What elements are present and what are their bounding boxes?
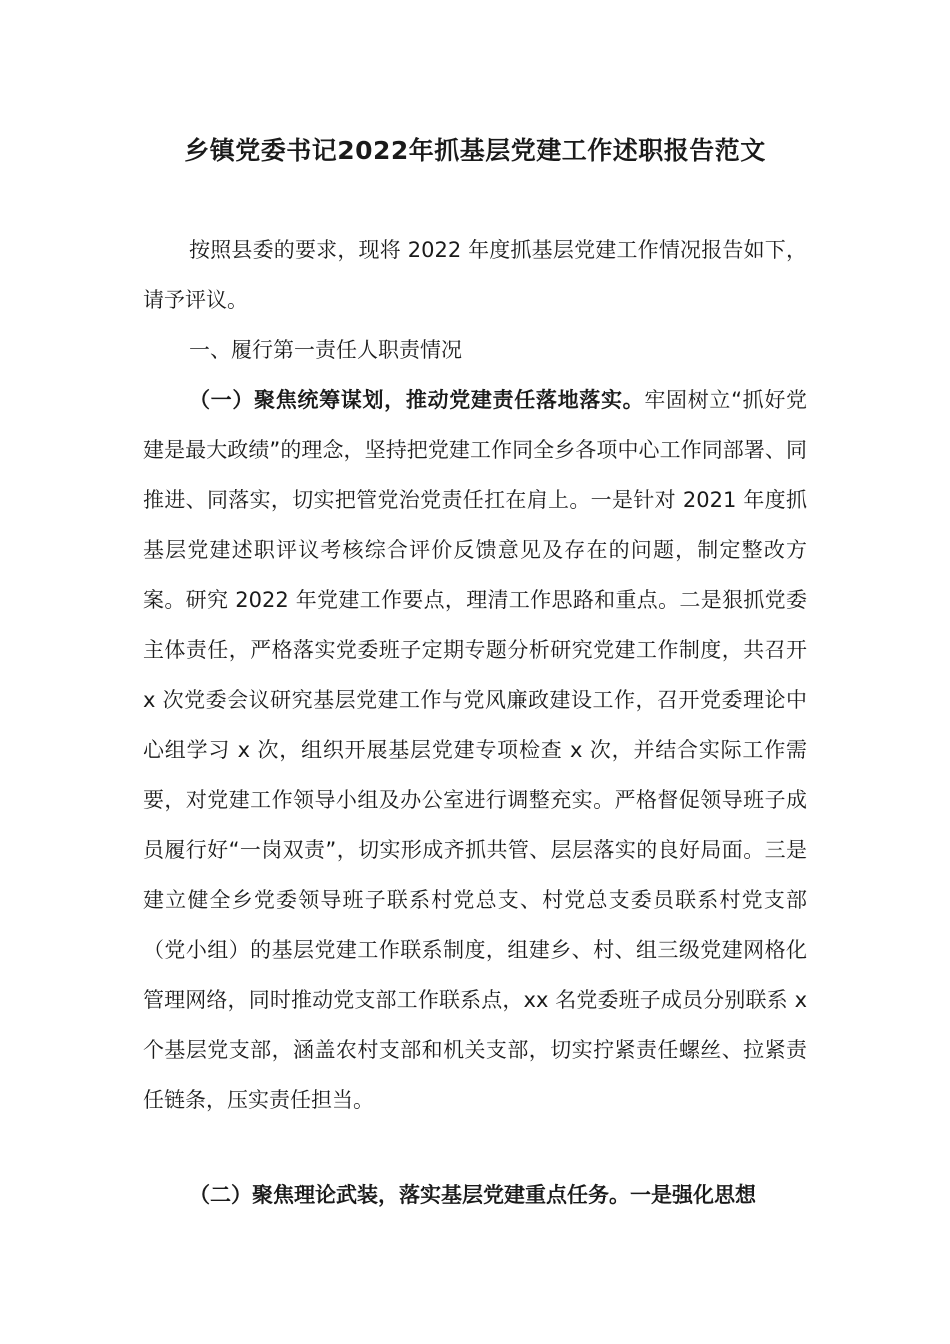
item-1-paragraph bbox=[143, 375, 807, 1125]
intro-paragraph: 按照县委的要求，现将 2022 年度抓基层党建工作情况报告如下，请予评议。 bbox=[143, 238, 807, 312]
document-title: 乡镇党委书记2022年抓基层党建工作述职报告范文 bbox=[184, 136, 766, 165]
item-1-heading: （一）聚焦统筹谋划，推动党建责任落地落实。 bbox=[189, 388, 645, 412]
section-heading: 一、履行第一责任人职责情况 bbox=[189, 338, 462, 362]
item-2-paragraph bbox=[143, 1170, 807, 1220]
item-1-body: 牢固树立“抓好党建是最大政绩”的理念，坚持把党建工作同全乡各项中心工作同部署、同推进、同落实，切实把管党治党责任扛在肩上。一是针对 2021 年度抓基层党建述职评议考核综合评价反馈意见及存在的问题，制定整改方案。研究 2022 年党建工作要点，理清工作思路和重点。二是狠抓党委主体责任，严格落实党委班子定期专题分析研究党建工作制度，共召开 x 次党委会议研究基层党建工作与党风廉政建设工作，召开党委理论中心组学习 x 次，组织开展基层党建专项检查 x 次，并结合实际工作需要，对党建工作领导小组及办公室进行调整充实。严格督促领导班子成员履行好“一岗双责”，切实形成齐抓共管、层层落实的良好局面。三是建立健全乡党委领导班子联系村党总支、村党总支委员联系村党支部（党小组）的基层党建工作联系制度，组建乡、村、组三级党建网格化管理网络，同时推动党支部工作联系点，xx 名党委班子成员分别联系 x 个基层党支部，涵盖农村支部和机关支部，切实拧紧责任螺丝、拉紧责任链条，压实责任担当。 bbox=[143, 388, 808, 1112]
item-2-heading: （二）聚焦理论武装，落实基层党建重点任务。一是强化思想 bbox=[189, 1183, 756, 1207]
